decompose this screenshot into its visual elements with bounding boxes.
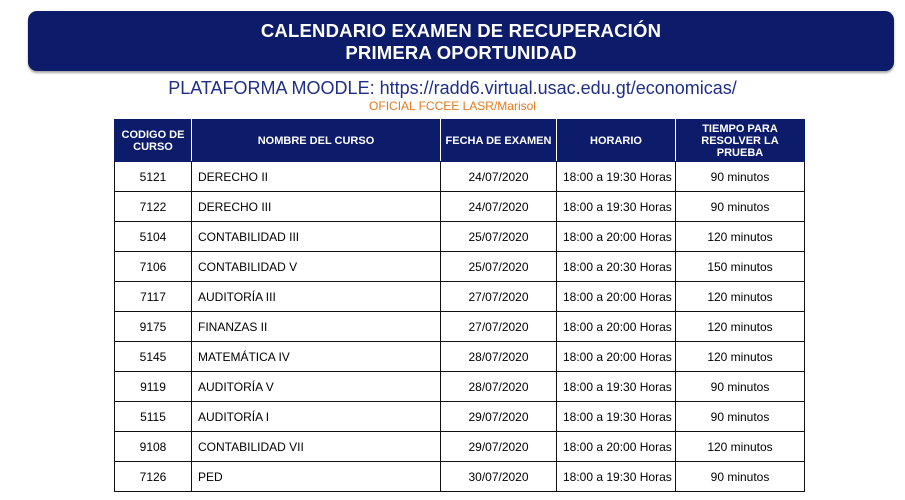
course-code: 5115 — [115, 402, 192, 432]
course-name: DERECHO II — [192, 162, 441, 192]
exam-duration: 120 minutos — [676, 282, 805, 312]
exam-duration: 90 minutos — [676, 402, 805, 432]
title-line-1: CALENDARIO EXAMEN DE RECUPERACIÓN — [260, 20, 662, 41]
platform-link-text: PLATAFORMA MOODLE: https://radd6.virtual.usac.edu.gt/economicas/ — [168, 78, 737, 98]
exam-time: 18:00 a 19:30 Horas — [557, 192, 676, 222]
course-name: CONTABILIDAD V — [192, 252, 441, 282]
exam-time: 18:00 a 19:30 Horas — [557, 402, 676, 432]
course-code: 7122 — [115, 192, 192, 222]
table-row — [115, 462, 805, 492]
table-body — [115, 162, 805, 492]
header-fecha: FECHA DE EXAMEN — [441, 120, 557, 162]
table-row — [115, 192, 805, 222]
exam-duration: 120 minutos — [676, 312, 805, 342]
exam-date: 25/07/2020 — [441, 252, 557, 282]
exam-time: 18:00 a 20:00 Horas — [557, 432, 676, 462]
title-banner — [28, 11, 894, 71]
course-code: 9175 — [115, 312, 192, 342]
exam-time: 18:00 a 19:30 Horas — [557, 162, 676, 192]
exam-date: 24/07/2020 — [441, 192, 557, 222]
header-horario: HORARIO — [557, 120, 676, 162]
exam-date: 30/07/2020 — [441, 462, 557, 492]
course-name: AUDITORÍA I — [192, 402, 441, 432]
exam-date: 29/07/2020 — [441, 432, 557, 462]
exam-duration: 120 minutos — [676, 432, 805, 462]
course-code: 5145 — [115, 342, 192, 372]
exam-date: 28/07/2020 — [441, 372, 557, 402]
course-name: DERECHO III — [192, 192, 441, 222]
course-code: 5121 — [115, 162, 192, 192]
exam-duration: 90 minutos — [676, 462, 805, 492]
table-row — [115, 162, 805, 192]
header-tiempo: TIEMPO PARA RESOLVER LA PRUEBA — [676, 120, 805, 162]
course-code: 7106 — [115, 252, 192, 282]
course-name: AUDITORÍA V — [192, 372, 441, 402]
exam-time: 18:00 a 20:00 Horas — [557, 282, 676, 312]
course-name: CONTABILIDAD VII — [192, 432, 441, 462]
course-name: CONTABILIDAD III — [192, 222, 441, 252]
exam-date: 27/07/2020 — [441, 312, 557, 342]
table-header-row — [115, 120, 805, 162]
exam-date: 28/07/2020 — [441, 342, 557, 372]
title-line-2: PRIMERA OPORTUNIDAD — [345, 42, 577, 63]
exam-duration: 90 minutos — [676, 162, 805, 192]
course-name: AUDITORÍA III — [192, 282, 441, 312]
exam-time: 18:00 a 20:00 Horas — [557, 312, 676, 342]
exam-time: 18:00 a 19:30 Horas — [557, 372, 676, 402]
exam-duration: 120 minutos — [676, 222, 805, 252]
oficial-credit: OFICIAL FCCEE LASR/Marisol — [369, 99, 536, 113]
course-code: 9108 — [115, 432, 192, 462]
course-code: 5104 — [115, 222, 192, 252]
header-nombre: NOMBRE DEL CURSO — [192, 120, 441, 162]
header-codigo: CODIGO DE CURSO — [115, 120, 192, 162]
table-row — [115, 432, 805, 462]
course-code: 7117 — [115, 282, 192, 312]
exam-time: 18:00 a 20:00 Horas — [557, 222, 676, 252]
exam-duration: 120 minutos — [676, 342, 805, 372]
exam-time: 18:00 a 20:00 Horas — [557, 342, 676, 372]
exam-date: 27/07/2020 — [441, 282, 557, 312]
course-code: 9119 — [115, 372, 192, 402]
table-row — [115, 342, 805, 372]
course-name: MATEMÁTICA IV — [192, 342, 441, 372]
table-row — [115, 282, 805, 312]
course-name: FINANZAS II — [192, 312, 441, 342]
exam-schedule-table — [114, 119, 805, 492]
exam-time: 18:00 a 20:30 Horas — [557, 252, 676, 282]
table-row — [115, 312, 805, 342]
exam-time: 18:00 a 19:30 Horas — [557, 462, 676, 492]
table-row — [115, 222, 805, 252]
exam-duration: 90 minutos — [676, 192, 805, 222]
course-name: PED — [192, 462, 441, 492]
course-code: 7126 — [115, 462, 192, 492]
exam-duration: 90 minutos — [676, 372, 805, 402]
exam-duration: 150 minutos — [676, 252, 805, 282]
table-row — [115, 252, 805, 282]
table-row — [115, 372, 805, 402]
exam-date: 24/07/2020 — [441, 162, 557, 192]
table-row — [115, 402, 805, 432]
exam-date: 25/07/2020 — [441, 222, 557, 252]
exam-date: 29/07/2020 — [441, 402, 557, 432]
